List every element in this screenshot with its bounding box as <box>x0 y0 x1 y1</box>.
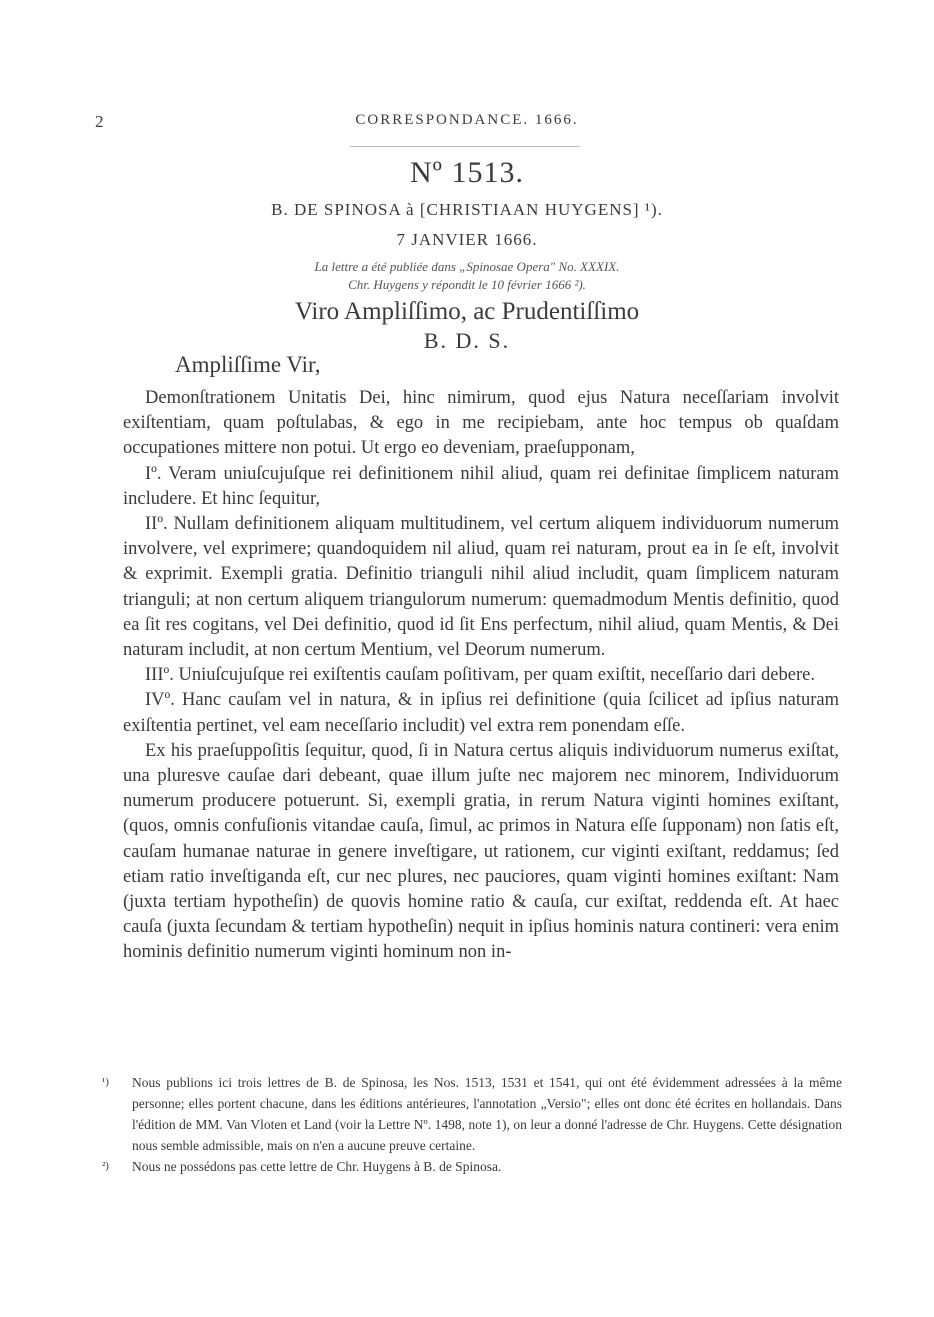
footnote-1 <box>102 1072 842 1156</box>
letter-number: Nº 1513. <box>410 156 524 189</box>
paragraph-premise-3: IIIº. Uniuſcujuſque rei exiſtentis cauſam poſitivam, per quam exiſtit, neceſſario dari debere. <box>145 665 815 686</box>
footnote-text-1: Nous publions ici trois lettres de B. de Spinosa, les Nos. 1513, 1531 et 1541, qui ont été évidemment adressées à la même personne; elles portent chacune, dans les éditions antérieures, l'annotation „Versio"; elles ont donc été écrites en hollandais. Dans l'édition de MM. Van Vloten et Land (voir la Lettre Nº. 1498, note 1), on leur a donné l'adresse de Chr. Huygens. Cette désignation nous semble admissible, mais on n'en a aucune preuve certaine. <box>132 1075 842 1153</box>
editorial-note-line-1: La lettre a été publiée dans „Spinosae Opera" No. XXXIX. <box>314 259 620 274</box>
editorial-note-line-2: Chr. Huygens y répondit le 10 février 1666 ²). <box>348 277 586 292</box>
page-number: 2 <box>95 112 104 131</box>
footnote-mark-1: ¹) <box>102 1076 109 1088</box>
header-rule <box>350 146 580 147</box>
footnotes <box>102 1072 842 1177</box>
running-title: CORRESPONDANCE. 1666. <box>355 112 579 128</box>
paragraph-premise-1: Iº. Veram uniuſcujuſque rei definitionem nihil aliud, quam rei definitae ſimplicem naturam includere. Et hinc ſequitur, <box>123 463 839 509</box>
footnote-text-2: Nous ne possédons pas cette lettre de Chr. Huygens à B. de Spinosa. <box>132 1159 502 1174</box>
footnote-2 <box>102 1156 842 1177</box>
letter-parties: B. DE SPINOSA à [CHRISTIAAN HUYGENS] ¹). <box>271 200 663 219</box>
paragraph-premise-2: IIº. Nullam definitionem aliquam multitudinem, vel certum aliquem individuorum numerum involvere, vel exprimere; quandoquidem nil aliud, quam rei naturam, prout ea in ſe eſt, involvit & exprimit. Exempli gratia. Definitio trianguli nihil aliud includit, quam ſimplicem naturam trianguli; at non certum aliquem triangulorum numerum: quemadmodum Mentis definitio, quod ea ſit res cogitans, vel Dei definitio, quod id ſit Ens perfectum, nihil aliud, quam Mentis, & Dei naturam includit, at non certum Mentium, vel Deorum numerum. <box>123 514 839 661</box>
paragraph-premise-4: IVº. Hanc cauſam vel in natura, & in ipſius rei definitione (quia ſcilicet ad ipſius naturam exiſtentia pertinet, vel eam neceſſario includit) vel extra rem ponendam eſſe. <box>123 690 839 736</box>
letter-body <box>123 386 839 966</box>
paragraph-conclusion: Ex his praeſuppoſitis ſequitur, quod, ſi in Natura certus aliquis individuorum numerus exiſtat, una pluresve cauſae dari debeant, quae illum juſte nec majorem nec minorem, Individuorum numerum producere potuerunt. Si, exempli gratia, in rerum Natura viginti homines exiſtant, (quos, omnis confuſionis vitandae cauſa, ſimul, ac primos in Natura eſſe ſupponam) non ſatis eſt, cauſam humanae naturae in genere inveſtigare, ut rationem, cur viginti exiſtant, reddamus; ſed etiam ratio inveſtiganda eſt, cur nec plures, nec pauciores, quam viginti homines exiſtant: Nam (juxta tertiam hypotheſin) de quovis homine ratio & cauſa, cur exiſtat, reddenda eſt. At haec cauſa (juxta ſecundam & tertiam hypotheſin) nequit in ipſius hominis natura contineri: vera enim hominis definitio numerum viginti hominum non in- <box>123 740 839 963</box>
salutation: Ampliſſime Vir, <box>175 352 321 377</box>
letter-date: 7 JANVIER 1666. <box>396 230 538 249</box>
paragraph-intro: Demonſtrationem Unitatis Dei, hinc nimirum, quod ejus Natura neceſſariam involvit exiſtentiam, quam poſtulabas, & ego in me recipiebam, ante hoc tempus ob quaſdam occupationes mittere non potui. Ut ergo eo deveniam, praeſupponam, <box>123 388 839 459</box>
footnote-mark-2: ²) <box>102 1160 109 1172</box>
address-line-2: B. D. S. <box>423 328 511 353</box>
address-line-1: Viro Ampliſſimo, ac Prudentiſſimo <box>294 298 640 325</box>
running-head <box>0 112 934 136</box>
